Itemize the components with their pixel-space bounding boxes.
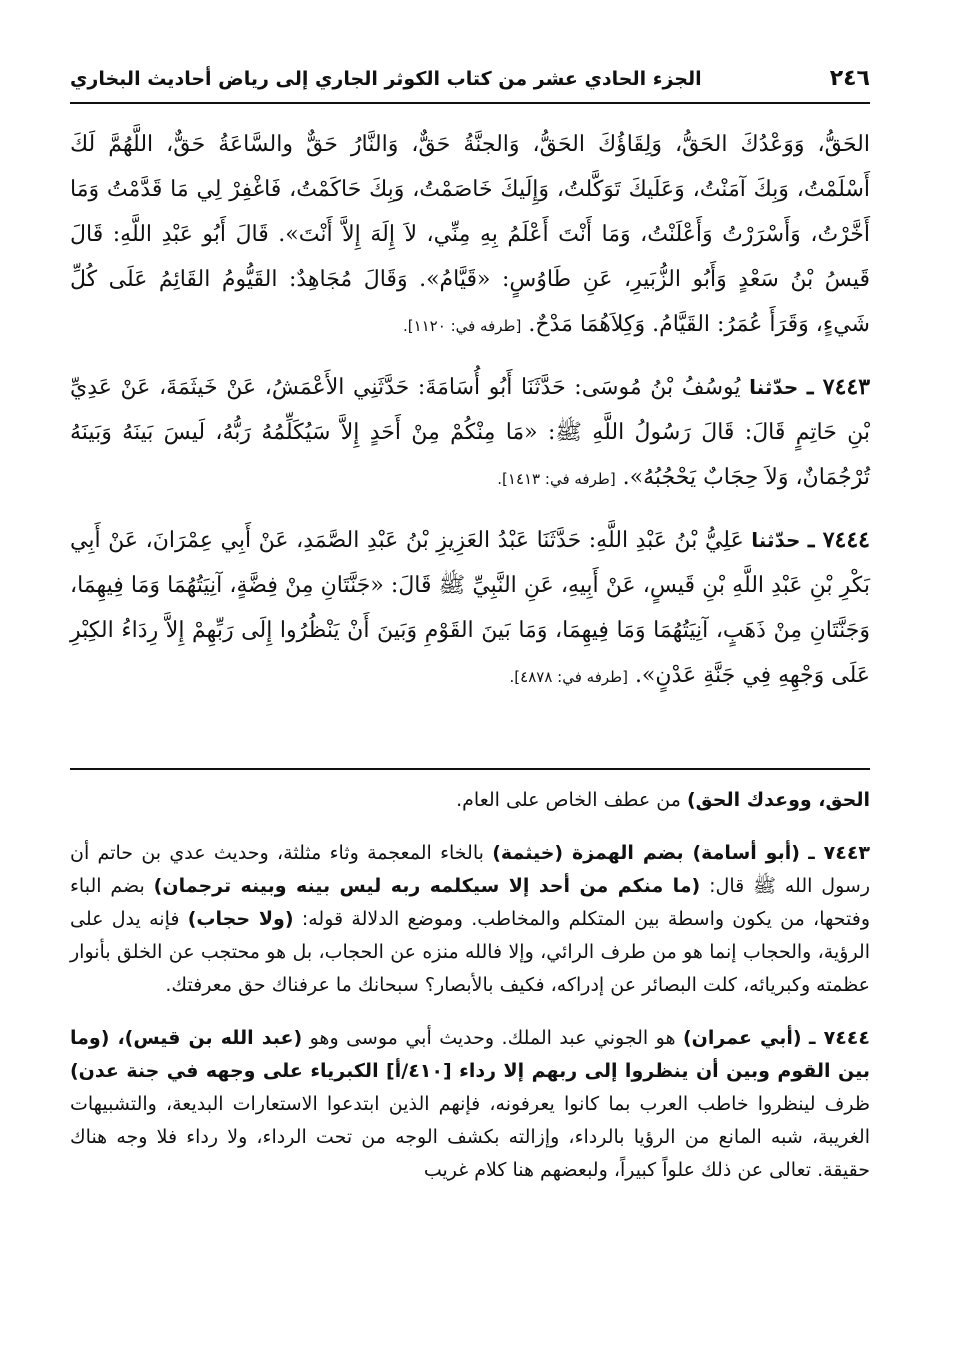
commentary-term: (ولا حجاب) xyxy=(187,908,294,930)
main-text xyxy=(70,122,870,716)
commentary-number: ٧٤٤٣ ـ xyxy=(808,842,871,864)
commentary-text: من عطف الخاص على العام. xyxy=(456,789,687,811)
commentary-term: (أبو أسامة) بضم الهمزة (خيثمة) xyxy=(492,842,800,864)
page-number: ٢٤٦ xyxy=(829,66,870,91)
hadith-number: ٧٤٤٤ ـ xyxy=(808,527,870,553)
hadith-continuation-text: الحَقُّ، وَوَعْدُكَ الحَقُّ، وَلِقَاؤُكَ الحَقُّ، وَالجنَّةُ حَقٌّ، وَالنَّارُ حَقٌّ والسَّاعَةُ حَقٌّ، اللَّهُمَّ لَكَ أَسْلَمْتُ، وَبِكَ آمَنْتُ، وَعَلَيكَ تَوَكَّلتُ، وَإِلَيكَ خَاصَمْتُ، وَبِكَ حَاكَمْتُ، فَاغْفِرْ لِي مَا قَدَّمْتُ وَمَا أَخَّرْتُ، وَأَسْرَرْتُ وَأَعْلَنْتُ، وَمَا أَنْتَ أَعْلَمُ بِهِ مِنِّي، لاَ إِلَهَ إِلاَّ أَنْتَ». قَالَ أَبُو عَبْدِ اللَّهِ: قَالَ قَيسُ بْنُ سَعْدٍ وَأَبُو الزُّبَيرِ، عَنِ طَاوُسٍ: «قَيَّامُ». وَقَالَ مُجَاهِدٌ: القَيُّومُ القَائِمُ عَلَى كُلِّ شَيءٍ، وَقَرَأَ عُمَرُ: القَيَّامُ. وَكِلاَهُمَا مَدْحٌ. xyxy=(70,132,870,337)
narration-lead: حدّثنا xyxy=(749,375,799,399)
cross-reference: [طرفه في: ١٤١٣]. xyxy=(497,470,616,488)
page-header xyxy=(70,62,870,104)
commentary-term: (عبد الله بن قيس)، (وما بين القوم وبين أن ينظروا إلى ربهم إلا رداء [٤١٠/أ] الكبرياء على وجهه في جنة عدن) xyxy=(70,1027,870,1082)
cross-reference: [طرفه في: ٤٨٧٨]. xyxy=(509,668,628,686)
commentary-term: (أبي عمران) xyxy=(683,1027,802,1049)
commentary-text: بضم الباء وفتحها، من يكون واسطة بين المتكلم والمخاطب. وموضع الدلالة قوله: xyxy=(70,875,870,930)
commentary-term: الحق، ووعدك الحق) xyxy=(686,789,870,811)
hadith-text: عَلِيُّ بْنُ عَبْدِ اللَّهِ: حَدَّثَنَا عَبْدُ العَزِيزِ بْنُ عَبْدِ الصَّمَدِ، عَنْ أَبِي عِمْرَانَ، عَنْ أَبِي بَكْرِ بْنِ عَبْدِ اللَّهِ بْنِ قَيسٍ، عَنْ أَبِيهِ، عَنِ النَّبِيِّ ﷺ قَالَ: «جَنَّتَانِ مِنْ فِضَّةٍ، آنِيَتُهُمَا وَمَا فِيهِمَا، وَجَنَّتَانِ مِنْ ذَهَبٍ، آنِيَتُهُمَا وَمَا فِيهِمَا، وَمَا بَينَ القَوْمِ وَبَينَ أَنْ يَنْظُرُوا إِلَى رَبِّهِمْ إِلاَّ رِدَاءُ الكِبْرِ عَلَى وَجْهِهِ فِي جَنَّةِ عَدْنٍ». xyxy=(70,528,870,688)
hadith-continuation xyxy=(70,122,870,349)
commentary-text: فإنه يدل على الرؤية، والحجاب إنما هو من طرف الرائي، وإلا فالله منزه عن الحجاب، بل هو محتجب عن الخلق بأنوار عظمته وكبريائه، كلت البصائر عن إدراكه، فكيف بالأبصار؟ سبحانك ما عرفناك حق معرفتك. xyxy=(70,908,870,996)
hadith-number: ٧٤٤٣ ـ xyxy=(806,374,871,400)
commentary-note-7444 xyxy=(70,1022,870,1187)
commentary-note-7443 xyxy=(70,837,870,1002)
narration-lead: حدّثنا xyxy=(751,528,801,552)
commentary xyxy=(70,784,870,1207)
commentary-text: هو الجوني عبد الملك. وحديث أبي موسى وهو xyxy=(302,1027,683,1049)
commentary-note xyxy=(70,784,870,817)
commentary-text: بالخاء المعجمة وثاء مثلثة، وحديث عدي بن حاتم أن رسول الله ﷺ قال: xyxy=(70,842,870,897)
commentary-term: (ما منكم من أحد إلا سيكلمه ربه ليس بينه وبينه ترجمان) xyxy=(153,875,701,897)
running-title: الجزء الحادي عشر من كتاب الكوثر الجاري إلى رياض أحاديث البخاري xyxy=(70,68,702,90)
hadith-7443 xyxy=(70,365,870,502)
cross-reference: [طرفه في: ١١٢٠]. xyxy=(402,317,522,335)
commentary-number: ٧٤٤٤ ـ xyxy=(809,1027,870,1049)
hadith-7444 xyxy=(70,518,870,700)
hadith-text: يُوسُفُ بْنُ مُوسَى: حَدَّثَنَا أَبُو أُسَامَةَ: حَدَّثَنِي الأَعْمَشُ، عَنْ خَيثَمَةَ، عَنْ عَدِيِّ بْنِ حَاتِمٍ قَالَ: قَالَ رَسُولُ اللَّهِ ﷺ: «مَا مِنْكُمْ مِنْ أَحَدٍ إِلاَّ سَيُكَلِّمُهُ رَبُّهُ، لَيسَ بَينَهُ وَبَينَهُ تُرْجُمَانٌ، وَلاَ حِجَابٌ يَحْجُبُهُ». xyxy=(70,375,870,490)
commentary-text: ظرف لينظروا خاطب العرب بما كانوا يعرفونه، فإنهم الذين ابتدعوا الاستعارات البديعة، والتشبيهات الغريبة، شبه المانع من الرؤيا بالرداء، وإزالته بكشف الوجه من تحت الرداء، ولا رداء فلا وجه هناك حقيقة. تعالى عن ذلك علواً كبيراً، ولبعضهم هنا كلام غريب xyxy=(70,1093,870,1181)
footnote-divider xyxy=(70,768,870,770)
